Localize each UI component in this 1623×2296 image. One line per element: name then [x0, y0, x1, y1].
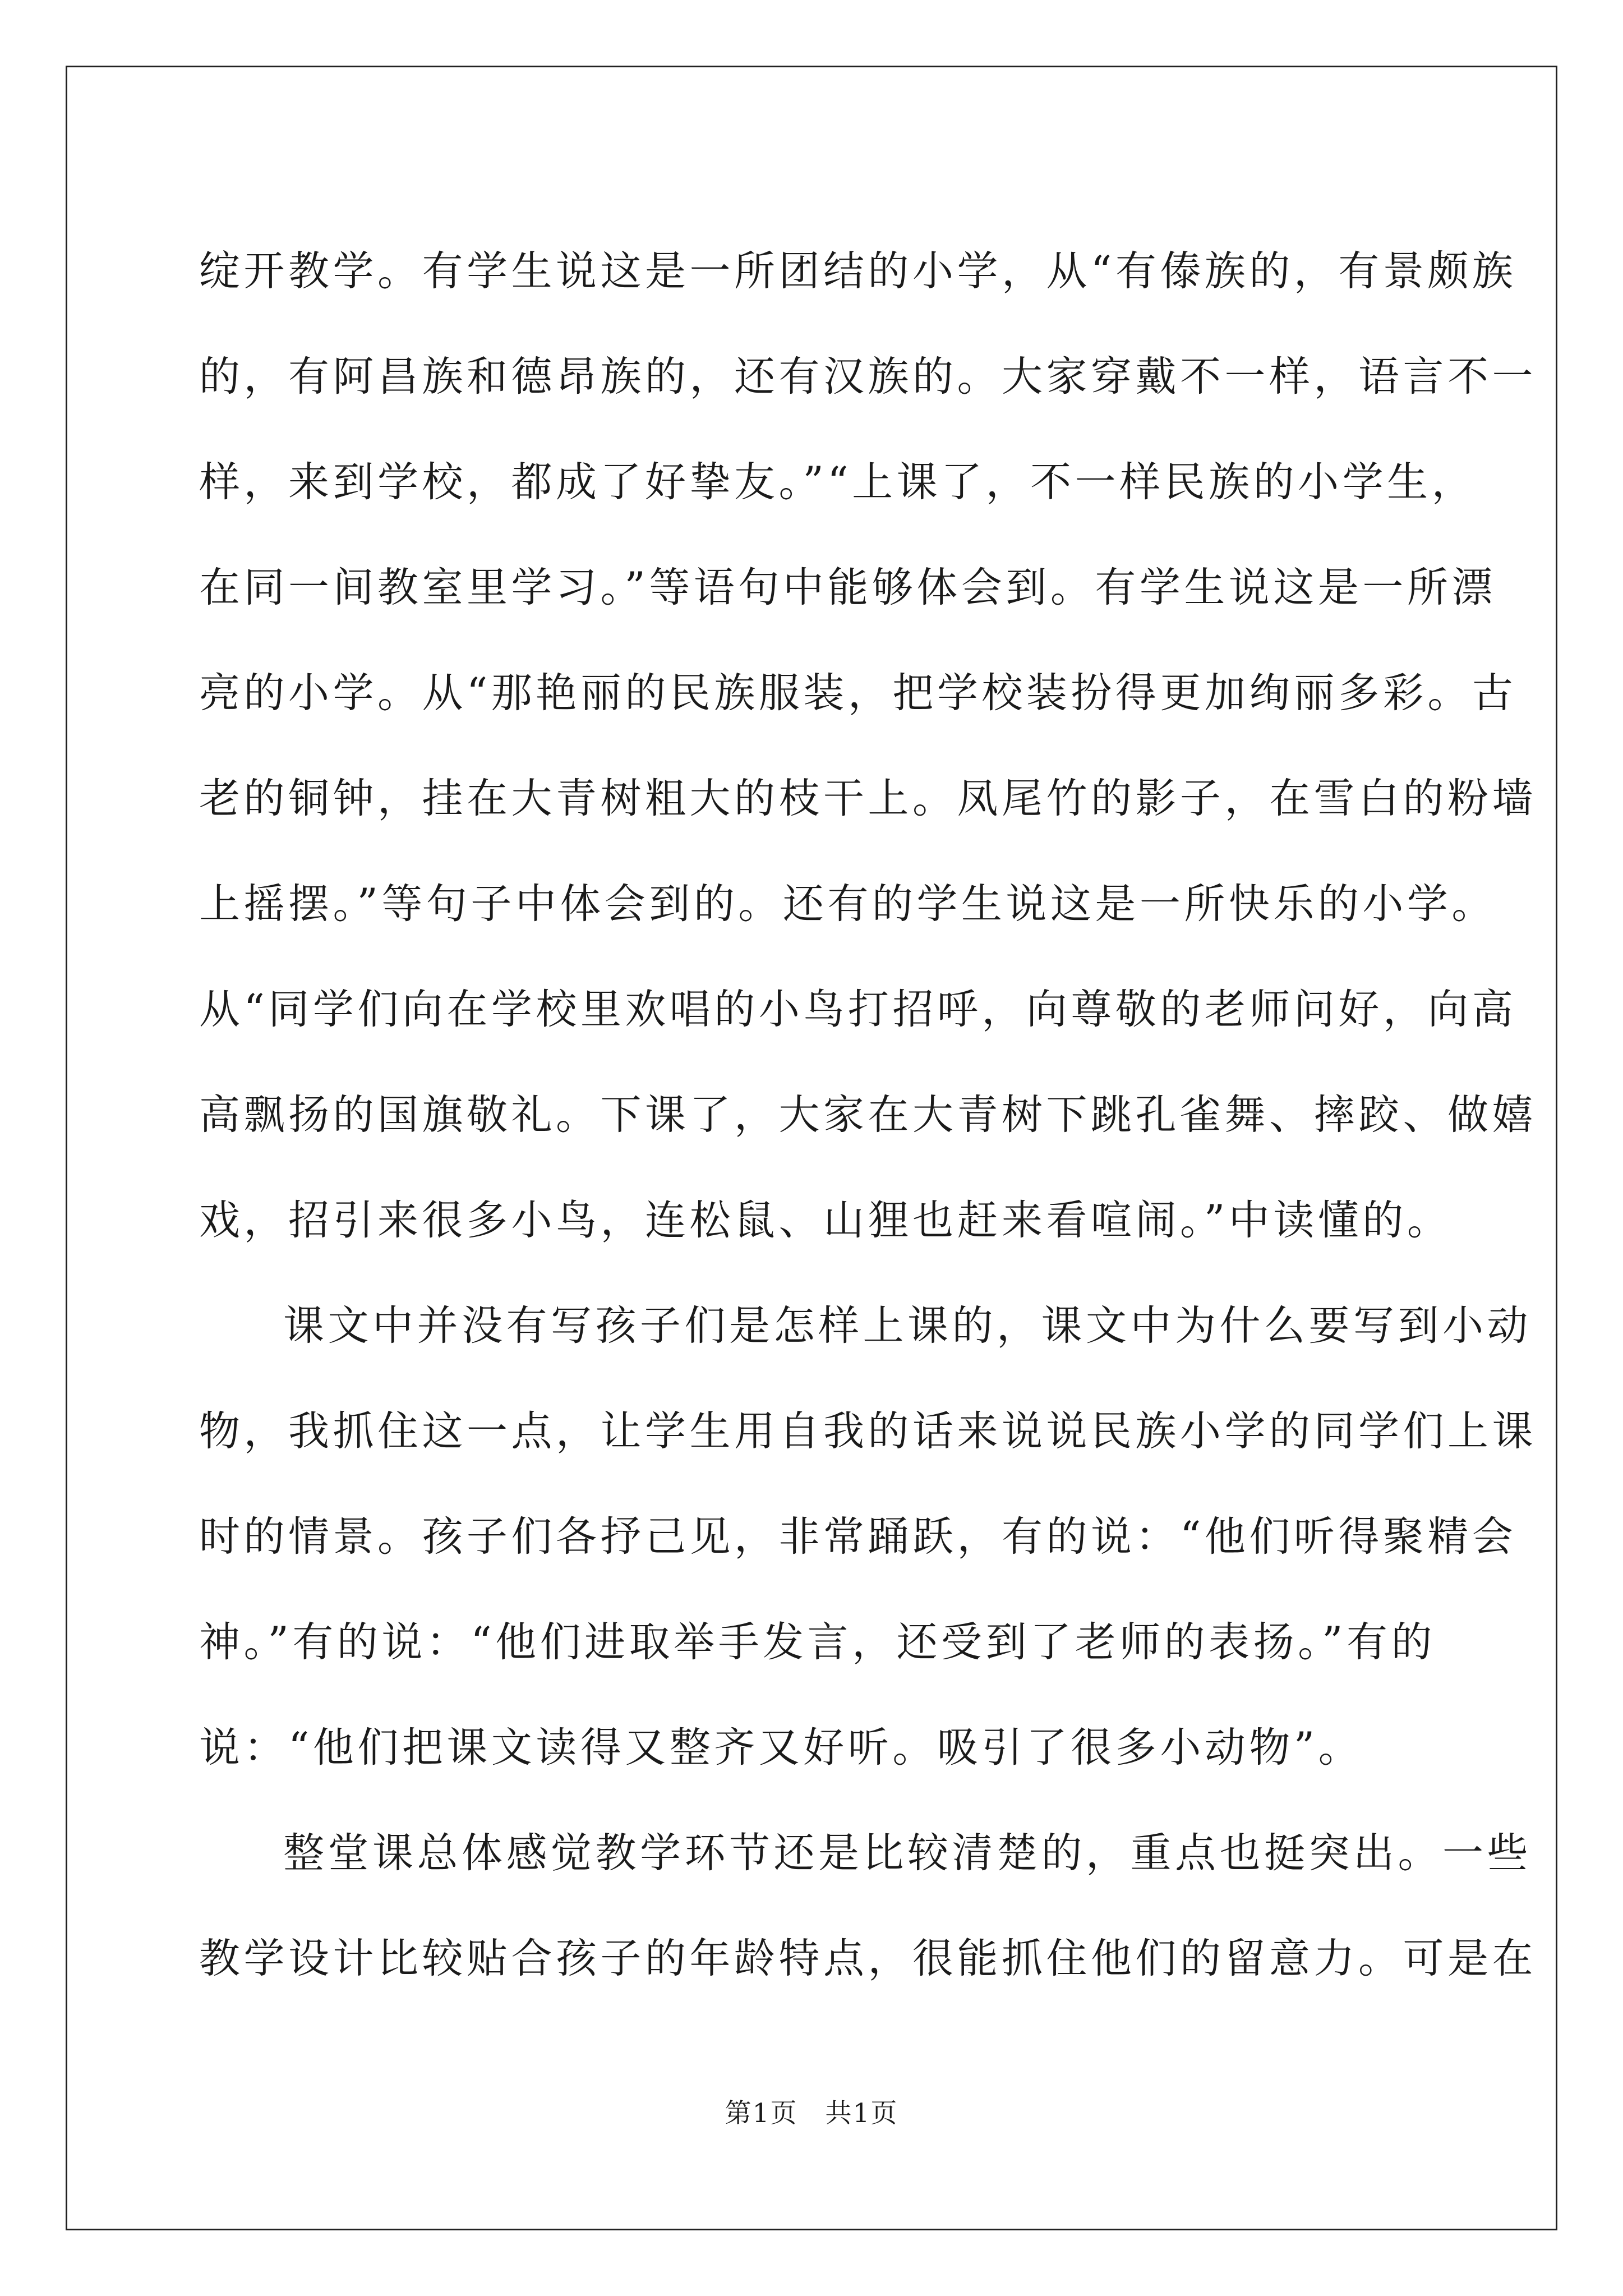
text-line: 戏，招引来很多小鸟，连松鼠、山狸也赶来看喧闹。”中读懂的。 — [199, 1197, 1452, 1244]
page-footer: 第1页 共1页 — [725, 2098, 898, 2129]
text-line: 在同一间教室里学习。”等语句中能够体会到。有学生说这是一所漂 — [199, 564, 1496, 611]
text-line: 高飘扬的国旗敬礼。下课了，大家在大青树下跳孔雀舞、摔跤、做嬉 — [199, 1091, 1537, 1139]
text-line: 说：“他们把课文读得又整齐又好听。吸引了很多小动物”。 — [199, 1724, 1363, 1772]
text-line: 物，我抓住这一点，让学生用自我的话来说说民族小学的同学们上课 — [199, 1407, 1537, 1455]
text-line: 样，来到学校，都成了好挚友。”“上课了，不一样民族的小学生， — [199, 458, 1477, 506]
text-line: 教学设计比较贴合孩子的年龄特点，很能抓住他们的留意力。可是在 — [199, 1935, 1537, 1982]
paragraph-first-line: 整堂课总体感觉教学环节还是比较清楚的，重点也挺突出。一些 — [283, 1829, 1532, 1877]
text-line: 神。”有的说：“他们进取举手发言，还受到了老师的表扬。”有的 — [199, 1618, 1436, 1666]
paragraph-first-line: 课文中并没有写孩子们是怎样上课的，课文中为什么要写到小动 — [283, 1302, 1532, 1350]
text-line: 老的铜钟，挂在大青树粗大的枝干上。凤尾竹的影子，在雪白的粉墙 — [199, 775, 1537, 822]
text-line: 亮的小学。从“那艳丽的民族服装，把学校装扮得更加绚丽多彩。古 — [199, 669, 1517, 717]
text-line: 绽开教学。有学生说这是一所团结的小学，从“有傣族的，有景颇族 — [199, 247, 1517, 295]
text-line: 上摇摆。”等句子中体会到的。还有的学生说这是一所快乐的小学。 — [199, 880, 1496, 928]
text-line: 从“同学们向在学校里欢唱的小鸟打招呼，向尊敬的老师问好，向高 — [199, 986, 1517, 1033]
text-line: 时的情景。孩子们各抒己见，非常踊跃，有的说：“他们听得聚精会 — [199, 1513, 1517, 1561]
document-body — [199, 219, 1537, 2012]
text-line: 的，有阿昌族和德昂族的，还有汉族的。大家穿戴不一样，语言不一 — [199, 353, 1537, 401]
